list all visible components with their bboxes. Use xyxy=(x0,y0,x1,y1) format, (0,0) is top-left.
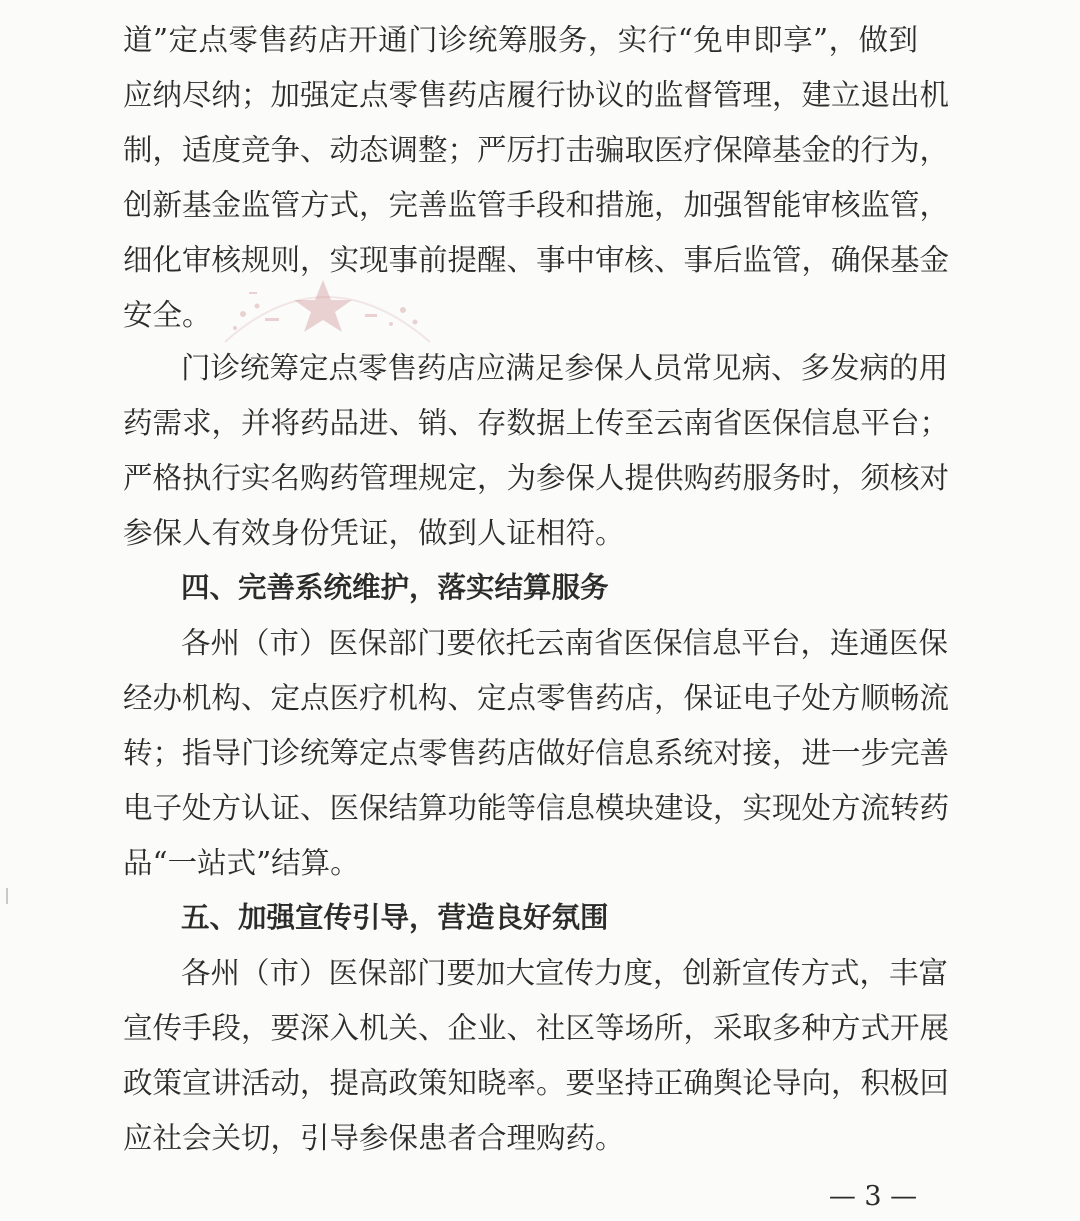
document-line: 政策宣讲活动，提高政策知晓率。要坚持正确舆论导向，积极回 xyxy=(123,1066,950,1100)
binding-margin-mark xyxy=(6,888,8,904)
document-line: 细化审核规则，实现事前提醒、事中审核、事后监管，确保基金 xyxy=(123,243,950,277)
document-line: 药需求，并将药品进、销、存数据上传至云南省医保信息平台； xyxy=(123,406,950,440)
document-line: 安全。 xyxy=(123,298,212,332)
page-number: — 3 — xyxy=(828,1181,918,1212)
document-line: 经办机构、定点医疗机构、定点零售药店，保证电子处方顺畅流 xyxy=(123,681,950,715)
document-line: 电子处方认证、医保结算功能等信息模块建设，实现处方流转药 xyxy=(123,791,950,825)
document-line: 宣传手段，要深入机关、企业、社区等场所，采取多种方式开展 xyxy=(123,1011,950,1045)
section-heading: 五、加强宣传引导，营造良好氛围 xyxy=(181,901,609,934)
document-line: 参保人有效身份凭证，做到人证相符。 xyxy=(123,516,625,550)
document-line: 品“一站式”结算。 xyxy=(123,846,360,880)
document-line: 道”定点零售药店开通门诊统筹服务，实行“免申即享”，做到 xyxy=(123,23,918,57)
document-line: 应社会关切，引导参保患者合理购药。 xyxy=(123,1121,625,1155)
document-line: 门诊统筹定点零售药店应满足参保人员常见病、多发病的用 xyxy=(181,351,949,385)
document-line: 各州（市）医保部门要加大宣传力度，创新宣传方式，丰富 xyxy=(181,956,949,990)
section-heading: 四、完善系统维护，落实结算服务 xyxy=(181,571,609,604)
document-line: 制，适度竞争、动态调整；严厉打击骗取医疗保障基金的行为， xyxy=(123,133,950,167)
document-line: 转；指导门诊统筹定点零售药店做好信息系统对接，进一步完善 xyxy=(123,736,950,770)
document-line: 各州（市）医保部门要依托云南省医保信息平台，连通医保 xyxy=(181,626,949,660)
document-line: 严格执行实名购药管理规定，为参保人提供购药服务时，须核对 xyxy=(123,461,950,495)
document-line: 创新基金监管方式，完善监管手段和措施，加强智能审核监管， xyxy=(123,188,950,222)
document-line: 应纳尽纳；加强定点零售药店履行协议的监督管理，建立退出机 xyxy=(123,78,950,112)
